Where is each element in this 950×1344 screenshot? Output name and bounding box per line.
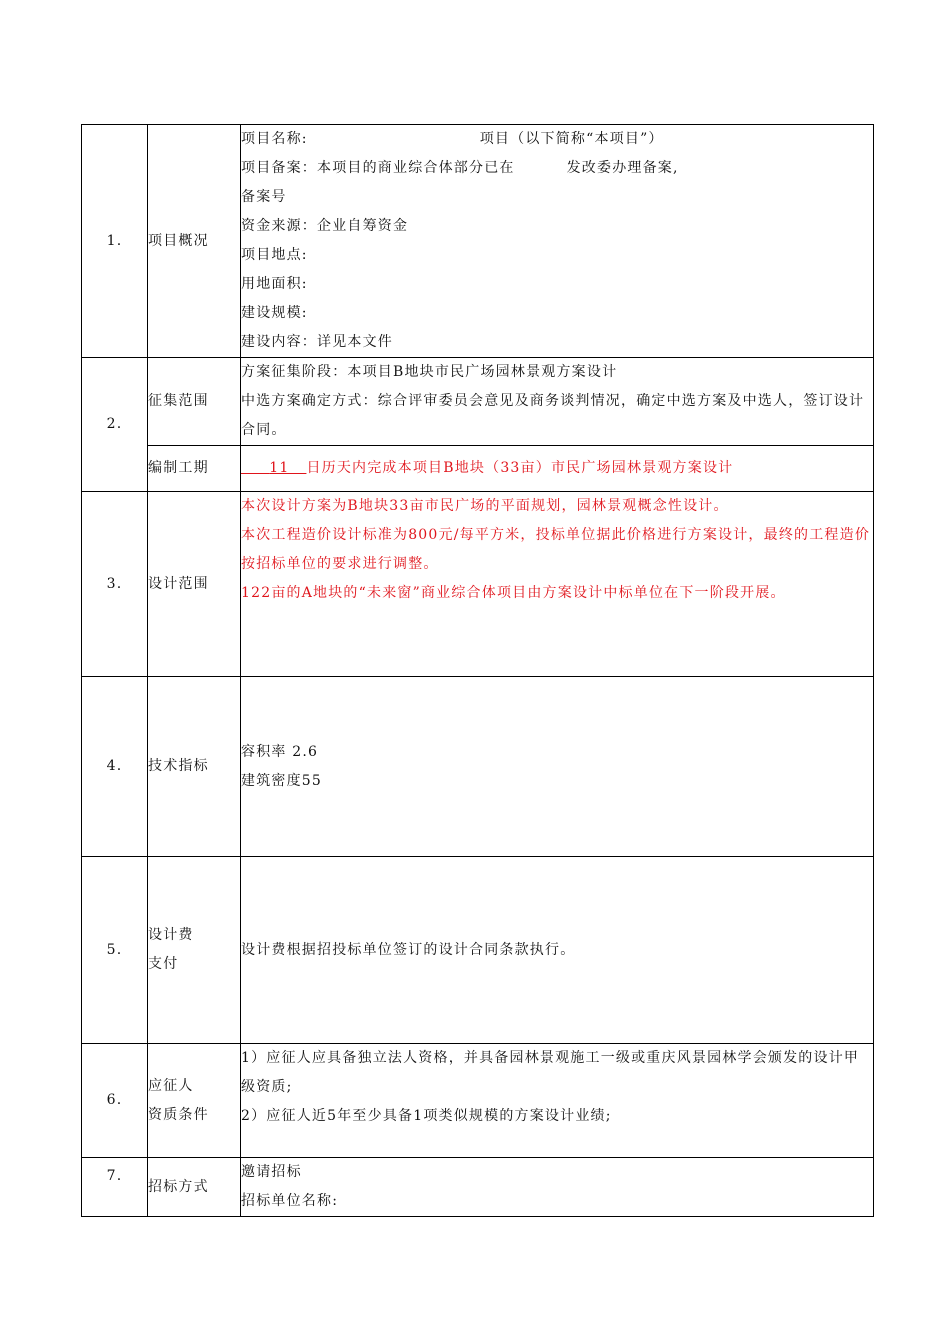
row-collection-scope — [82, 358, 874, 446]
technical-indicators-content — [241, 677, 874, 857]
filing-prefix: 项目备案：本项目的商业综合体部分已在 — [241, 160, 515, 176]
row-bidding-method — [82, 1158, 874, 1217]
project-location: 项目地点: — [241, 247, 308, 263]
row-label-bidding-method: 招标方式 — [148, 1158, 241, 1217]
label-line: 资质条件 — [148, 1106, 209, 1123]
row-preparation-period — [82, 446, 874, 492]
qualification-content — [241, 1044, 874, 1158]
funding-source: 资金来源：企业自筹资金 — [241, 218, 409, 234]
row-design-fee — [82, 857, 874, 1044]
row-label-technical-indicators: 技术指标 — [148, 677, 241, 857]
design-scope-line-1: 本次设计方案为B地块33亩市民广场的平面规划，园林景观概念性设计。 — [241, 498, 729, 514]
row-label-project-overview: 项目概况 — [148, 125, 241, 358]
construction-scale: 建设规模: — [241, 305, 308, 321]
row-number: 5. — [82, 857, 148, 1044]
scope-stage: 方案征集阶段：本项目B地块市民广场园林景观方案设计 — [241, 364, 618, 380]
land-area: 用地面积: — [241, 276, 308, 292]
qualification-line-1: 1）应征人应具备独立法人资格，并具备园林景观施工一级或重庆风景园林学会颁发的设计甲级资质; — [241, 1050, 860, 1095]
filing-suffix: 发改委办理备案, — [566, 160, 679, 176]
project-info-table — [81, 124, 874, 1217]
row-label-qualification — [148, 1044, 241, 1158]
period-text: 日历天内完成本项目B地块（33亩）市民广场园林景观方案设计 — [306, 460, 734, 476]
bidding-method: 邀请招标 — [241, 1164, 302, 1180]
period-days: 11 — [269, 460, 290, 476]
row-label-collection-scope: 征集范围 — [148, 358, 241, 446]
collection-scope-content — [241, 358, 874, 446]
row-number: 3. — [82, 492, 148, 677]
period-line — [241, 454, 873, 483]
bidding-method-content — [241, 1158, 874, 1217]
plot-ratio: 容积率 2.6 — [241, 743, 319, 760]
design-scope-content — [241, 492, 874, 677]
design-scope-line-2: 本次工程造价设计标准为800元/每平方米，投标单位据此价格进行方案设计，最终的工程造价按招标单位的要求进行调整。 — [241, 527, 871, 572]
row-number: 4. — [82, 677, 148, 857]
row-project-overview — [82, 125, 874, 358]
row-label-preparation-period: 编制工期 — [148, 446, 241, 492]
row-number: 7. — [82, 1158, 148, 1217]
row-label-design-fee — [148, 857, 241, 1044]
row-number: 6. — [82, 1044, 148, 1158]
building-density: 建筑密度55 — [241, 772, 323, 789]
project-name-label: 项目名称: — [241, 131, 308, 147]
design-fee-content — [241, 857, 874, 1044]
bidder-name: 招标单位名称: — [241, 1193, 339, 1209]
design-fee-text: 设计费根据招投标单位签订的设计合同条款执行。 — [241, 941, 576, 958]
label-line: 设计费 — [148, 927, 194, 943]
row-number: 2. — [82, 358, 148, 492]
construction-content: 建设内容：详见本文件 — [241, 334, 393, 350]
project-name-line — [241, 125, 873, 154]
scope-method: 中选方案确定方式：综合评审委员会意见及商务谈判情况，确定中选方案及中选人，签订设计合同。 — [241, 393, 865, 438]
design-scope-line-3: 122亩的A地块的“未来窗”商业综合体项目由方案设计中标单位在下一阶段开展。 — [241, 585, 786, 601]
row-design-scope — [82, 492, 874, 677]
label-line: 支付 — [148, 956, 179, 972]
preparation-period-content — [241, 446, 874, 492]
row-number: 1. — [82, 125, 148, 358]
qualification-line-2: 2）应征人近5年至少具备1项类似规模的方案设计业绩; — [241, 1108, 612, 1124]
filing-number: 备案号 — [241, 189, 287, 205]
row-qualification — [82, 1044, 874, 1158]
project-filing-line — [241, 154, 873, 183]
row-technical-indicators — [82, 677, 874, 857]
project-overview-content — [241, 125, 874, 358]
project-name-suffix: 项目（以下简称“本项目”） — [479, 131, 664, 147]
label-line: 应征人 — [148, 1077, 194, 1094]
row-label-design-scope: 设计范围 — [148, 492, 241, 677]
